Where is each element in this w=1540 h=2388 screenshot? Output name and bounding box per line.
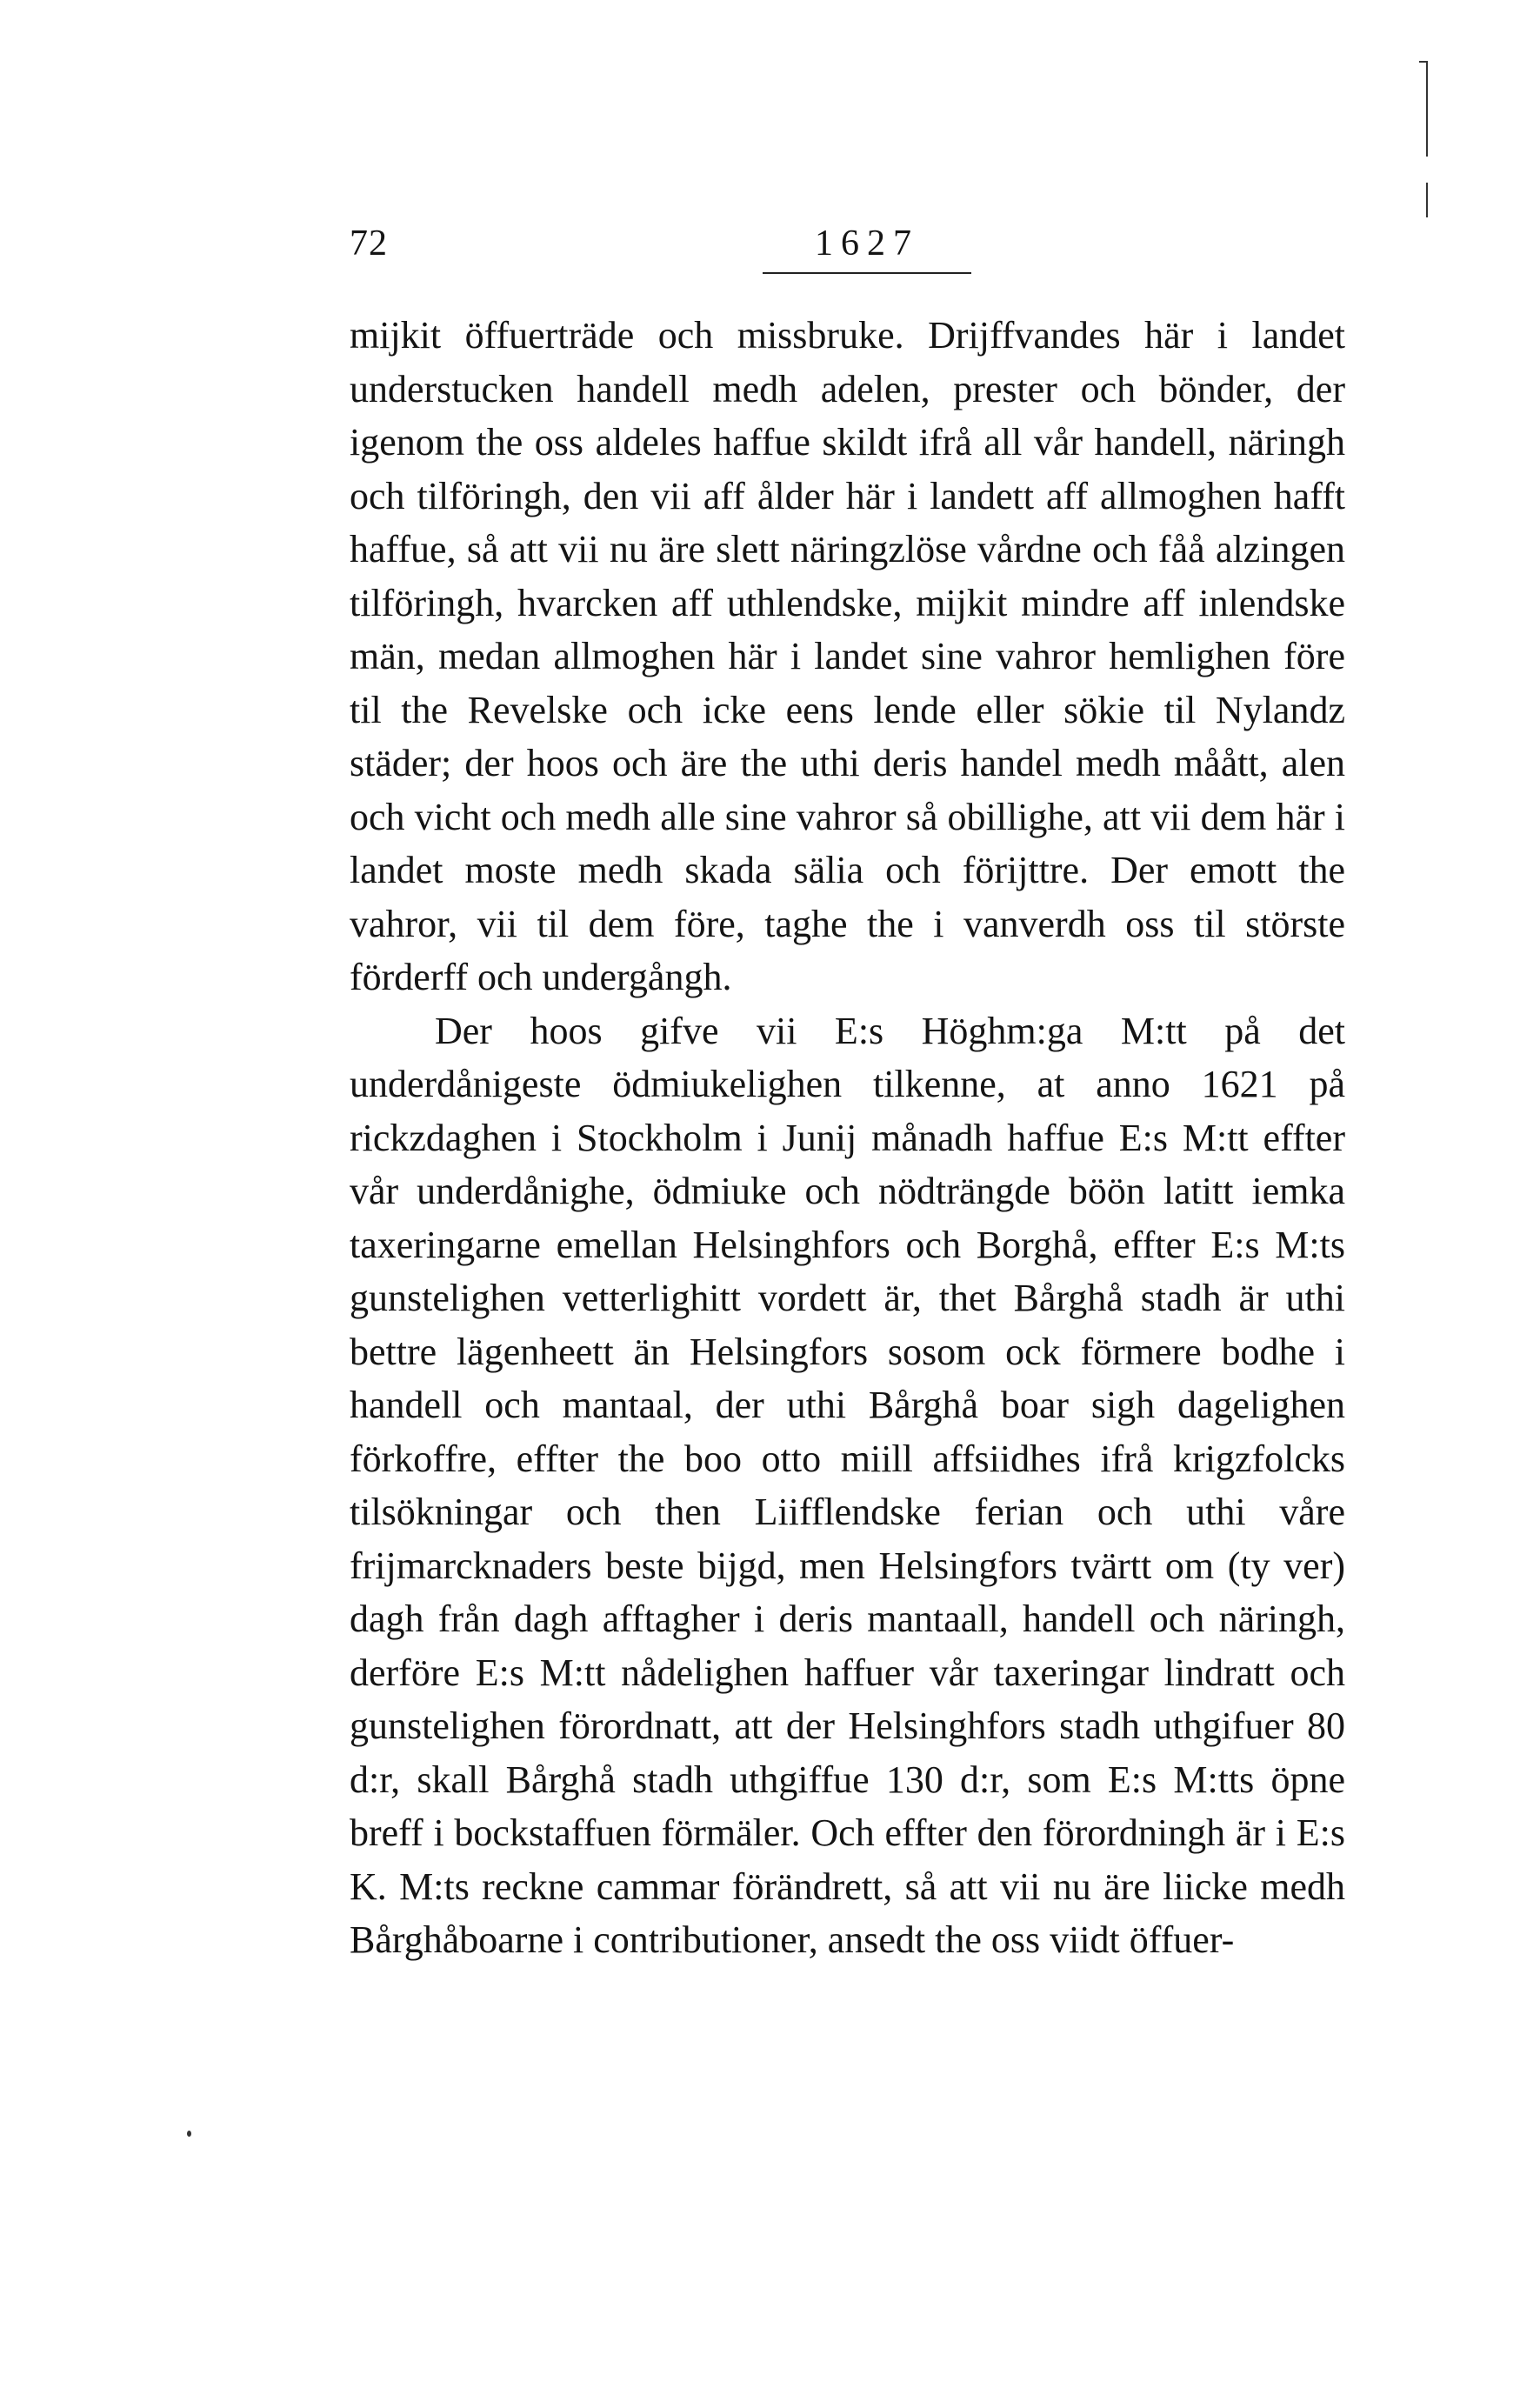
page-number: 72	[350, 223, 388, 263]
year-underline	[763, 272, 971, 274]
scan-edge-mark	[1419, 61, 1428, 63]
scan-edge-mark	[1426, 183, 1428, 217]
scan-edge-mark	[1426, 61, 1428, 157]
page-header	[350, 217, 1345, 287]
paragraph: Der hoos gifve vii E:s Höghm:ga M:tt på det underdånigeste ödmiukelighen tilkenne, at anno 1621 på rickzdaghen i Stockholm i Junij månadh haffue E:s M:tt effter vår underdånighe, ödmiuke och nödträngde böön latitt iemka taxeringarne emellan Helsinghfors och Borghå, effter E:s M:ts gunstelighen vetterlighitt vordett är, thet Bårghå stadh är uthi bettre lägenheett än Helsingfors sosom ock förmere bodhe i handell och mantaal, der uthi Bårghå boar sigh dagelighen förkoffre, effter the boo otto miill affsiidhes ifrå krigzfolcks tilsökningar och then Liifflendske ferian och uthi våre frijmarcknaders beste bijgd, men Helsingfors tvärtt om (ty ver) dagh från dagh afftagher i deris mantaall, handell och näringh, derföre E:s M:tt nådelighen haffuer vår taxeringar lindratt och gunstelighen förordnatt, att der Helsinghfors stadh uthgifuer 80 d:r, skall Bårghå stadh uthgiffue 130 d:r, som E:s M:tts öpne breff i bockstaffuen förmäler. Och effter den förordningh är i E:s K. M:ts reckne cammar förändrett, så att vii nu äre liicke medh Bårghåboarne i contributioner, ansedt the oss viidt öffuer-	[350, 1009, 1345, 1961]
body-text	[350, 309, 1345, 1967]
running-head-year: 1627	[815, 223, 919, 263]
paragraph: mijkit öffuerträde och missbruke. Drijffvandes här i landet understucken handell medh adelen, prester och bönder, der igenom the oss aldeles haffue skildt ifrå all vår handell, näringh och tilföringh, den vii aff ålder här i landett aff allmoghen hafft haffue, så att vii nu äre slett näringzlöse vårdne och fåå alzingen tilföringh, hvarcken aff uthlendske, mijkit mindre aff inlendske män, medan allmoghen här i landet sine vahror hemlighen före til the Revelske och icke eens lende eller sökie til Nylandz städer; der hoos och äre the uthi deris handel medh måått, alen och vicht och medh alle sine vahror så obillighe, att vii dem här i landet moste medh skada sälia och förijttre. Der emott the vahror, vii til dem före, taghe the i vanverdh oss til störste förderff och undergångh.	[350, 314, 1345, 998]
scan-speck	[187, 2131, 191, 2137]
